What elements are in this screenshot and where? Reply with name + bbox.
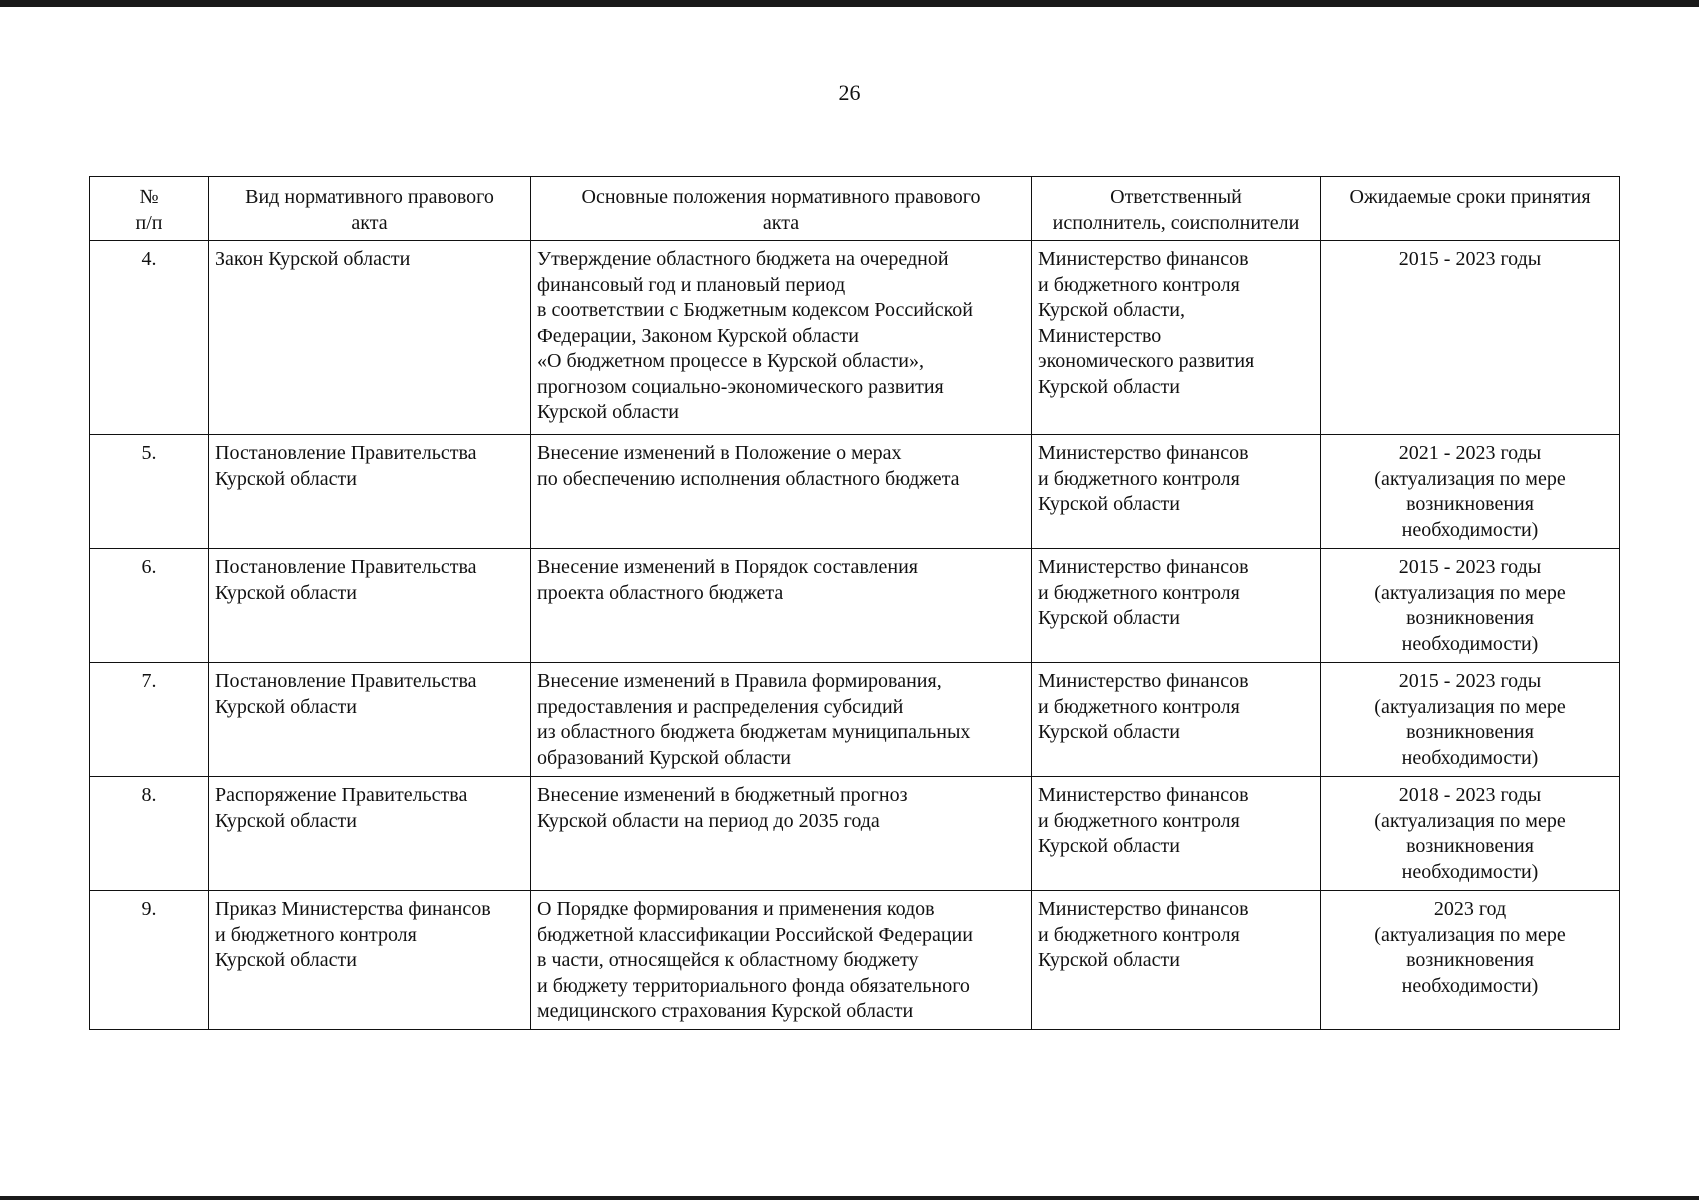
scan-edge-top — [0, 0, 1699, 7]
table-row — [90, 663, 1620, 777]
row-number: 4. — [90, 241, 209, 435]
expected-term: 2018 - 2023 годы (актуализация по мере возникновения необходимости) — [1321, 777, 1620, 891]
expected-term: 2015 - 2023 годы — [1321, 241, 1620, 435]
table-row — [90, 549, 1620, 663]
act-type: Приказ Министерства финансов и бюджетного контроля Курской области — [209, 891, 531, 1030]
responsible-executor: Министерство финансов и бюджетного контроля Курской области — [1032, 777, 1321, 891]
main-provisions: Внесение изменений в Порядок составления проекта областного бюджета — [531, 549, 1032, 663]
legal-acts-table — [89, 176, 1620, 1030]
responsible-executor: Министерство финансов и бюджетного контроля Курской области — [1032, 891, 1321, 1030]
act-type: Распоряжение Правительства Курской области — [209, 777, 531, 891]
responsible-executor: Министерство финансов и бюджетного контроля Курской области — [1032, 663, 1321, 777]
row-number: 6. — [90, 549, 209, 663]
responsible-executor: Министерство финансов и бюджетного контроля Курской области — [1032, 549, 1321, 663]
act-type: Постановление Правительства Курской области — [209, 549, 531, 663]
table-row — [90, 241, 1620, 435]
expected-term: 2015 - 2023 годы (актуализация по мере возникновения необходимости) — [1321, 549, 1620, 663]
act-type: Постановление Правительства Курской области — [209, 435, 531, 549]
expected-term: 2023 год (актуализация по мере возникновения необходимости) — [1321, 891, 1620, 1030]
scan-edge-bottom — [0, 1196, 1699, 1200]
row-number: 5. — [90, 435, 209, 549]
page-number: 26 — [838, 80, 861, 105]
main-provisions: О Порядке формирования и применения кодов бюджетной классификации Российской Федерации в части, относящейся к областному бюджету и бюджету территориального фонда обязательного медицинского страхования Курской области — [531, 891, 1032, 1030]
main-provisions: Внесение изменений в Положение о мерах по обеспечению исполнения областного бюджета — [531, 435, 1032, 549]
main-provisions: Утверждение областного бюджета на очередной финансовый год и плановый период в соответствии с Бюджетным кодексом Российской Федерации, Законом Курской области «О бюджетном процессе в Курской области», прогнозом социально-экономического развития Курской области — [531, 241, 1032, 435]
header-main-provisions: Основные положения нормативного правового акта — [531, 177, 1032, 241]
expected-term: 2015 - 2023 годы (актуализация по мере возникновения необходимости) — [1321, 663, 1620, 777]
main-provisions: Внесение изменений в Правила формирования, предоставления и распределения субсидий из областного бюджета бюджетам муниципальных образований Курской области — [531, 663, 1032, 777]
expected-term: 2021 - 2023 годы (актуализация по мере возникновения необходимости) — [1321, 435, 1620, 549]
act-type: Постановление Правительства Курской области — [209, 663, 531, 777]
row-number: 9. — [90, 891, 209, 1030]
table-row — [90, 435, 1620, 549]
responsible-executor: Министерство финансов и бюджетного контроля Курской области, Министерство экономического развития Курской области — [1032, 241, 1321, 435]
table-row — [90, 777, 1620, 891]
table-row — [90, 891, 1620, 1030]
row-number: 7. — [90, 663, 209, 777]
header-expected-terms: Ожидаемые сроки принятия — [1321, 177, 1620, 241]
responsible-executor: Министерство финансов и бюджетного контроля Курской области — [1032, 435, 1321, 549]
row-number: 8. — [90, 777, 209, 891]
table-header-row — [90, 177, 1620, 241]
act-type: Закон Курской области — [209, 241, 531, 435]
main-provisions: Внесение изменений в бюджетный прогноз Курской области на период до 2035 года — [531, 777, 1032, 891]
header-number: № п/п — [90, 177, 209, 241]
header-act-type: Вид нормативного правового акта — [209, 177, 531, 241]
header-responsible: Ответственный исполнитель, соисполнители — [1032, 177, 1321, 241]
